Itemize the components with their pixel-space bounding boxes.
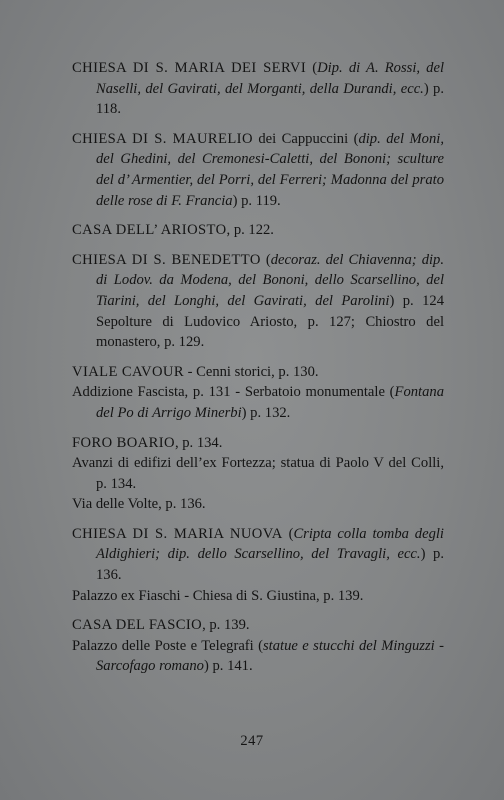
entry-heading: CASA DELL’ ARIOSTO bbox=[72, 222, 227, 239]
entry-paragraph bbox=[72, 129, 444, 211]
entry-heading: CHIESA DI S. MARIA NUOVA bbox=[72, 525, 283, 542]
entry-italic-text: Fontana del Po di Arrigo Minerbi bbox=[96, 384, 444, 421]
entry-text: , p. 122. bbox=[226, 222, 274, 239]
entry-text: - Cenni storici, p. 130. bbox=[183, 363, 319, 380]
entry-paragraph bbox=[72, 524, 444, 586]
entry-paragraph bbox=[72, 615, 444, 636]
index-entry bbox=[72, 58, 444, 120]
entry-paragraph bbox=[72, 636, 444, 677]
entry-heading: VIALE CAVOUR bbox=[72, 363, 184, 380]
entry-paragraph bbox=[72, 433, 444, 454]
entry-heading: CHIESA DI S. MAURELIO bbox=[72, 130, 253, 147]
entry-text: Palazzo delle Poste e Telegrafi ( bbox=[72, 637, 263, 654]
entry-text: Via delle Volte, p. 136. bbox=[72, 496, 206, 513]
entry-text: Addizione Fascista, p. 131 - Serbatoio monumentale ( bbox=[72, 384, 395, 401]
index-entry bbox=[72, 250, 444, 353]
entry-italic-text: Cripta colla tomba degli Aldighieri; dip. dello Scarsellino, del Travagli, ecc. bbox=[96, 525, 444, 563]
entry-text: ) p. 119. bbox=[232, 192, 281, 209]
entry-text: , p. 139. bbox=[202, 617, 250, 634]
index-entry bbox=[72, 220, 444, 241]
entry-italic-text: Dip. di A. Rossi, del Naselli, del Gavirati, del Morganti, della Durandi, ecc. bbox=[96, 60, 445, 97]
index-entry bbox=[72, 129, 444, 211]
entry-paragraph bbox=[72, 382, 444, 423]
entry-text: ) p. 136. bbox=[96, 546, 444, 584]
entry-text: ) p. 141. bbox=[203, 658, 253, 675]
entry-heading: CHIESA DI S. BENEDETTO bbox=[72, 251, 261, 268]
entry-paragraph bbox=[72, 220, 444, 241]
entry-paragraph bbox=[72, 586, 444, 607]
entry-heading: CHIESA DI S. MARIA DEI SERVI bbox=[72, 60, 307, 76]
entry-italic-text: statue e stucchi del Minguzzi - Sarcofago romano bbox=[96, 637, 444, 675]
entry-text: ( bbox=[260, 251, 271, 268]
entry-text: ) p. 124 Sepolture di Ludovico Ariosto, p. 127; Chiostro del monastero, p. 129. bbox=[96, 292, 444, 351]
index-entry bbox=[72, 433, 444, 515]
page-number: 247 bbox=[240, 733, 264, 749]
entry-heading: CASA DEL FASCIO bbox=[72, 617, 203, 634]
entry-paragraph bbox=[72, 250, 444, 353]
index-entry bbox=[72, 524, 444, 606]
entry-text: ) p. 132. bbox=[241, 404, 291, 421]
entry-italic-text: dip. del Moni, del Ghedini, del Cremonesi-Caletti, del Bononi; sculture del d’ Armentier, del Porri, del Ferreri; Madonna del prato delle rose di F. Francia bbox=[96, 130, 444, 209]
entry-paragraph bbox=[72, 362, 444, 383]
entry-italic-text: decoraz. del Chiavenna; dip. di Lodov. da Modena, del Bononi, dello Scarsellino, del Tiarini, del Longhi, del Gavirati, del Parolini bbox=[96, 251, 444, 309]
entry-text: Avanzi di edifizi dell’ex Fortezza; statua di Paolo V del Colli, p. 134. bbox=[72, 455, 444, 492]
index-entry bbox=[72, 362, 444, 424]
entry-paragraph bbox=[72, 494, 444, 515]
entry-text: ( bbox=[306, 60, 318, 76]
index-entry bbox=[72, 615, 444, 677]
entry-text: dei Cappuccini ( bbox=[252, 130, 359, 147]
entry-text: , p. 134. bbox=[174, 434, 223, 451]
index-entries bbox=[72, 58, 444, 686]
entry-paragraph bbox=[72, 58, 444, 120]
entry-heading: FORO BOARIO bbox=[72, 434, 175, 451]
entry-text: Palazzo ex Fiaschi - Chiesa di S. Giustina, p. 139. bbox=[72, 587, 364, 604]
entry-text: ( bbox=[282, 525, 294, 542]
entry-paragraph bbox=[72, 453, 444, 494]
entry-text: ) p. 118. bbox=[96, 80, 444, 118]
